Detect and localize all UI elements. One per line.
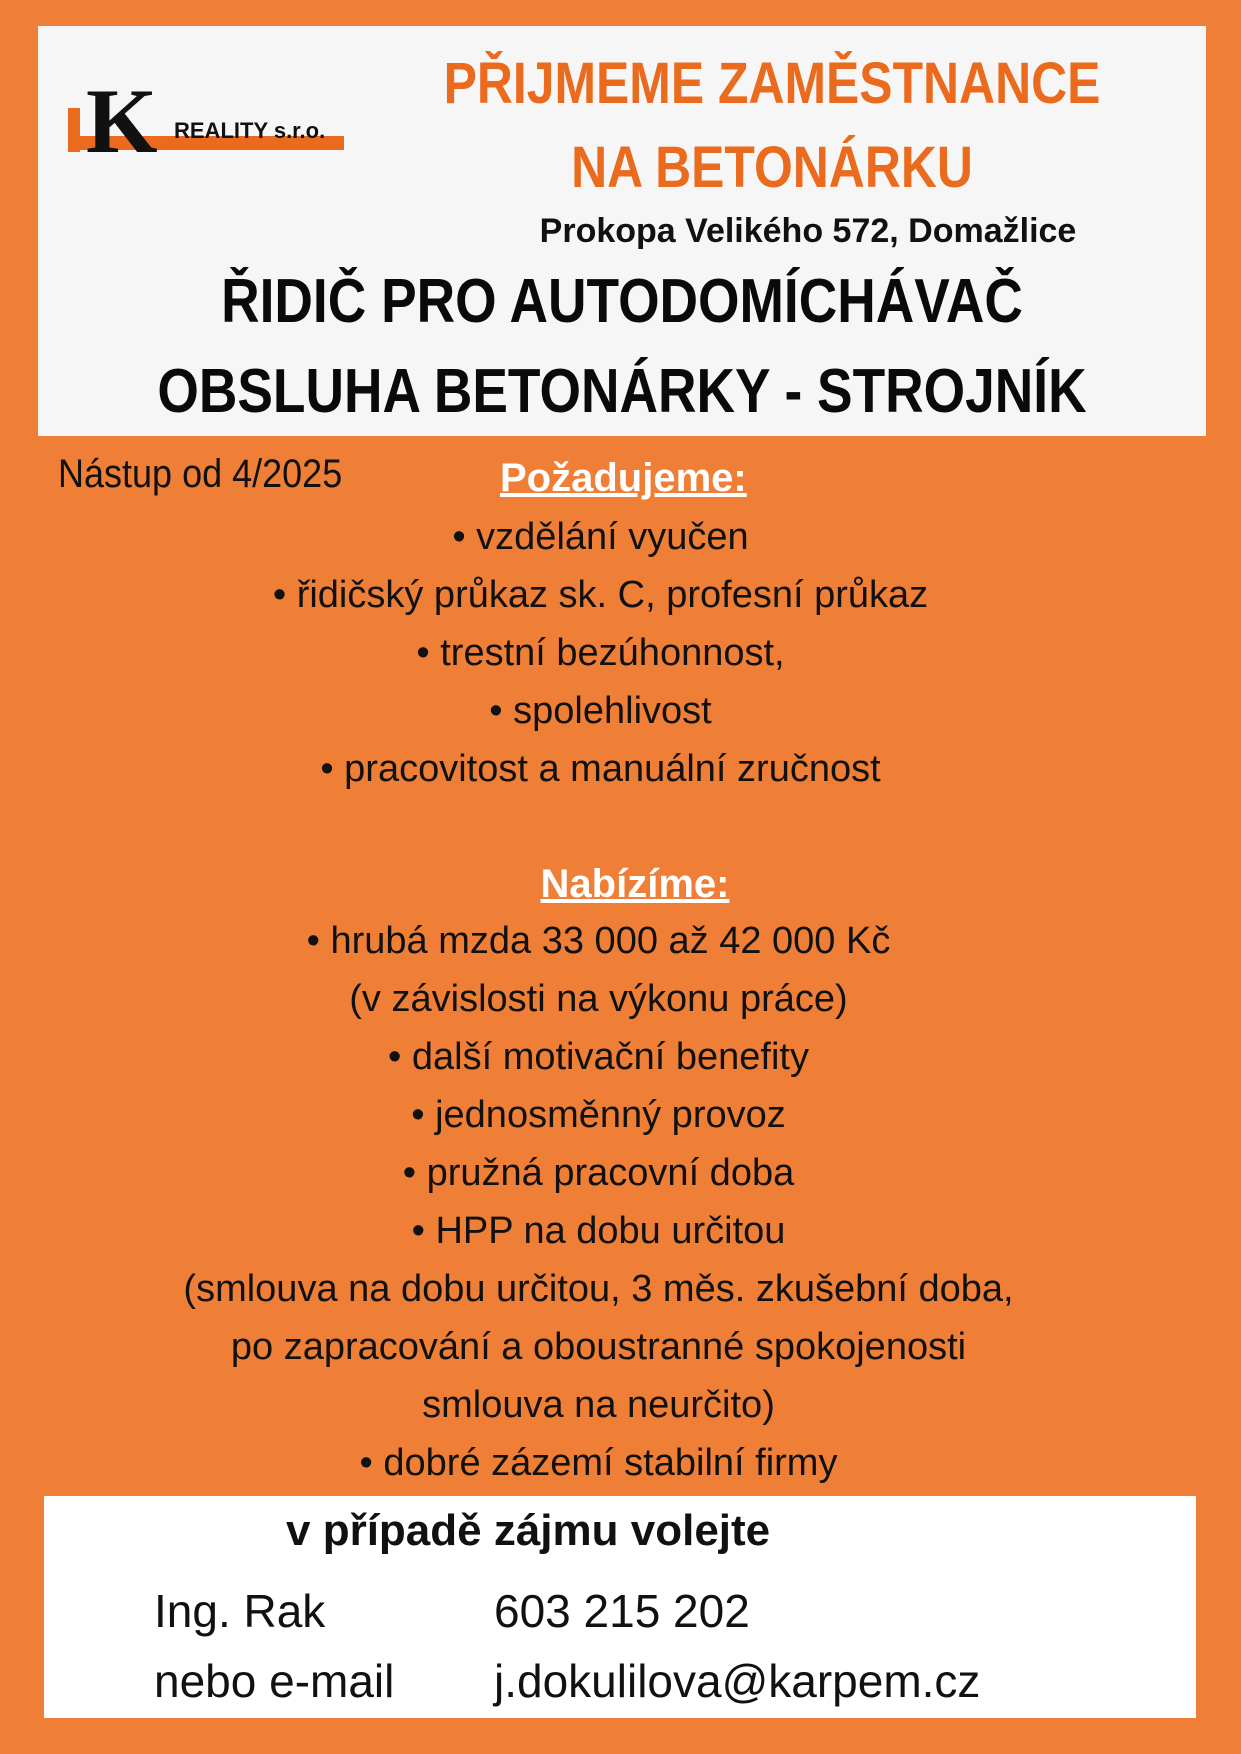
headline-line-2: NA BETONÁRKU — [571, 135, 973, 200]
list-item: po zapracování a oboustranné spokojenosti — [230, 1326, 967, 1368]
list-item: • spolehlivost — [489, 690, 712, 732]
contact-name-label: Ing. Rak — [154, 1585, 326, 1637]
list-item: (smlouva na dobu určitou, 3 měs. zkušební doba, — [183, 1268, 1014, 1310]
requirements-title: Požadujeme: — [500, 456, 747, 500]
offer-list — [0, 912, 1219, 1492]
start-date: Nástup od 4/2025 — [58, 452, 343, 496]
logo-text: REALITY s.r.o. — [174, 118, 326, 143]
list-item: • trestní bezúhonnost, — [416, 632, 785, 674]
headline-line-1: PŘIJMEME ZAMĚSTNANCE — [443, 51, 1101, 116]
list-item: • jednosměnný provoz — [411, 1094, 786, 1136]
offer-title: Nabízíme: — [540, 862, 730, 906]
address: Prokopa Velikého 572, Domažlice — [539, 212, 1077, 250]
list-item: • vzdělání vyučen — [452, 516, 749, 558]
contact-heading: v případě zájmu volejte — [286, 1506, 771, 1555]
requirements-list — [0, 508, 1221, 798]
list-item: • pracovitost a manuální zručnost — [320, 748, 881, 790]
role-line-2: OBSLUHA BETONÁRKY - STROJNÍK — [157, 357, 1087, 426]
logo-letter: K — [86, 76, 158, 172]
list-item: • řidičský průkaz sk. C, profesní průkaz — [272, 574, 929, 616]
list-item: smlouva na neurčito) — [422, 1384, 775, 1426]
header-panel — [38, 26, 1206, 436]
contact-phone[interactable]: 603 215 202 — [494, 1585, 750, 1637]
list-item: • dobré zázemí stabilní firmy — [359, 1442, 838, 1484]
list-item: • HPP na dobu určitou — [411, 1210, 786, 1252]
company-logo — [62, 76, 372, 186]
logo-stem — [68, 108, 80, 152]
contact-email[interactable]: j.dokulilova@karpem.cz — [494, 1655, 981, 1707]
list-item: • hrubá mzda 33 000 až 42 000 Kč — [306, 920, 891, 962]
list-item: • pružná pracovní doba — [402, 1152, 795, 1194]
list-item: (v závislosti na výkonu práce) — [349, 978, 848, 1020]
list-item: • další motivační benefity — [388, 1036, 809, 1078]
contact-email-label: nebo e-mail — [154, 1655, 395, 1707]
role-line-1: ŘIDIČ PRO AUTODOMÍCHÁVAČ — [221, 267, 1023, 336]
contact-panel — [44, 1496, 1196, 1718]
